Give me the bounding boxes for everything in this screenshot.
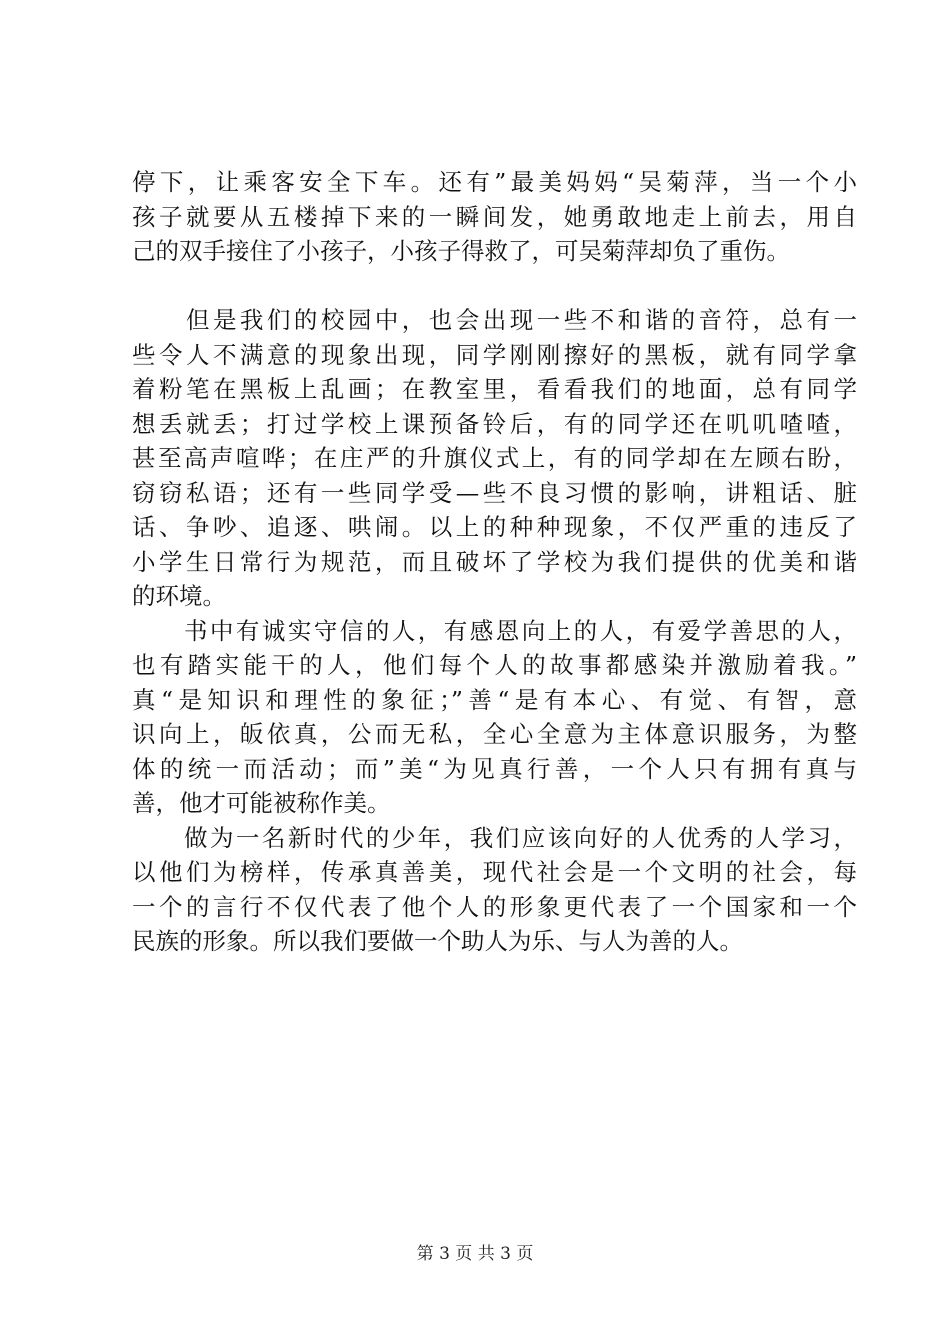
paragraph-gap <box>132 269 857 304</box>
text-line: 做为一名新时代的少年，我们应该向好的人优秀的人学习， <box>132 823 857 852</box>
text-line: 话、争吵、追逐、哄闹。以上的种种现象，不仅严重的违反了 <box>132 513 857 541</box>
text-line: 想丢就丢；打过学校上课预备铃后，有的同学还在叽叽喳喳， <box>132 409 857 438</box>
text-line: 民族的形象。所以我们要做一个助人为乐、与人为善的人。 <box>132 927 743 955</box>
text-line: 停下，让乘客安全下车。还有”最美妈妈“吴菊萍，当一个小 <box>132 168 857 196</box>
text-line: 着粉笔在黑板上乱画；在教室里，看看我们的地面，总有同学 <box>132 375 857 403</box>
text-line: 甚至高声喧哗；在庄严的升旗仪式上，有的同学却在左顾右盼， <box>132 444 857 472</box>
text-line: 善，他才可能被称作美。 <box>132 789 391 817</box>
text-line: 窃窃私语；还有一些同学受—些不良习惯的影响，讲粗话、脏 <box>132 478 857 507</box>
body-text <box>132 165 857 959</box>
text-line: 以他们为榜样，传承真善美，现代社会是一个文明的社会，每 <box>132 858 857 886</box>
text-line: 的环境。 <box>132 582 226 610</box>
text-line: 些令人不满意的现象出现，同学刚刚擦好的黑板，就有同学拿 <box>132 340 857 369</box>
text-line: 体的统一而活动；而”美“为见真行善，一个人只有拥有真与 <box>132 754 857 783</box>
text-line: 但是我们的校园中，也会出现一些不和谐的音符，总有一 <box>132 306 857 334</box>
text-line: 真“是知识和理性的象征；”善“是有本心、有觉、有智，意 <box>132 685 857 714</box>
text-line: 一个的言行不仅代表了他个人的形象更代表了一个国家和一个 <box>132 892 857 921</box>
text-line: 也有踏实能干的人，他们每个人的故事都感染并激励着我。” <box>132 651 857 679</box>
page-footer <box>0 1243 950 1265</box>
page-number: 第 3 页 共 3 页 <box>416 1244 534 1264</box>
text-line: 己的双手接住了小孩子，小孩子得救了，可吴菊萍却负了重伤。 <box>132 237 790 265</box>
text-line: 孩子就要从五楼掉下来的一瞬间发，她勇敢地走上前去，用自 <box>132 202 857 231</box>
text-line: 书中有诚实守信的人，有感恩向上的人，有爱学善思的人， <box>132 616 857 645</box>
text-line: 小学生日常行为规范，而且破坏了学校为我们提供的优美和谐 <box>132 547 857 576</box>
text-line: 识向上，皈依真，公而无私，全心全意为主体意识服务，为整 <box>132 720 857 748</box>
